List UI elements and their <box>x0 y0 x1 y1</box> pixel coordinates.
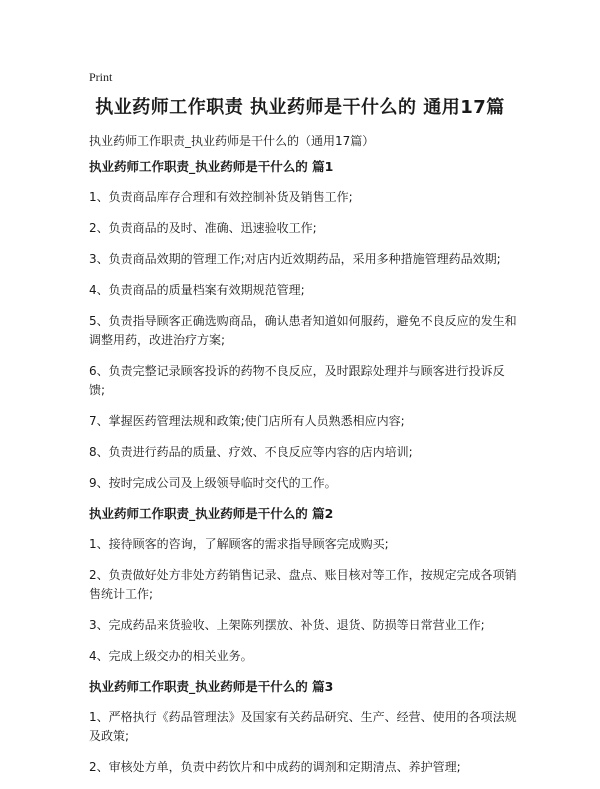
list-item: 2、负责商品的及时、准确、迅速验收工作; <box>89 221 317 235</box>
list-item: 2、审核处方单，负责中药饮片和中成药的调剂和定期清点、养护管理; <box>89 760 461 774</box>
list-item: 9、按时完成公司及上级领导临时交代的工作。 <box>89 476 337 490</box>
list-item: 1、接待顾客的咨询，了解顾客的需求指导顾客完成购买; <box>89 537 389 551</box>
print-label: Print <box>89 70 113 84</box>
list-item: 4、完成上级交办的相关业务。 <box>89 649 253 663</box>
section-heading: 执业药师工作职责_执业药师是干什么的 篇1 <box>89 159 334 174</box>
list-item: 1、负责商品库存合理和有效控制补货及销售工作; <box>89 190 353 204</box>
list-item: 7、掌握医药管理法规和政策;使门店所有人员熟悉相应内容; <box>89 414 405 428</box>
list-item: 5、负责指导顾客正确选购商品，确认患者知道如何服药，避免不良反应的发生和调整用药，改进治疗方案; <box>89 314 517 347</box>
list-item: 2、负责做好处方非处方药销售记录、盘点、账目核对等工作，按规定完成各项销售统计工作; <box>89 568 517 601</box>
document-body <box>89 158 519 789</box>
list-item: 3、负责商品效期的管理工作;对店内近效期药品，采用多种措施管理药品效期; <box>89 252 501 266</box>
document-title: 执业药师工作职责 执业药师是干什么的 通用17篇 <box>95 97 505 118</box>
list-item: 1、严格执行《药品管理法》及国家有关药品研究、生产、经营、使用的各项法规及政策; <box>89 710 517 743</box>
section-3 <box>89 678 519 777</box>
list-item: 3、完成药品来货验收、上架陈列摆放、补货、退货、防损等日常营业工作; <box>89 618 485 632</box>
document-subtitle: 执业药师工作职责_执业药师是干什么的（通用17篇） <box>89 134 375 148</box>
section-heading: 执业药师工作职责_执业药师是干什么的 篇3 <box>89 679 334 694</box>
section-1 <box>89 158 519 493</box>
list-item: 4、负责商品的质量档案有效期规范管理; <box>89 283 305 297</box>
section-heading: 执业药师工作职责_执业药师是干什么的 篇2 <box>89 506 334 521</box>
section-2 <box>89 505 519 666</box>
list-item: 6、负责完整记录顾客投诉的药物不良反应，及时跟踪处理并与顾客进行投诉反馈; <box>89 364 505 397</box>
list-item: 8、负责进行药品的质量、疗效、不良反应等内容的店内培训; <box>89 445 413 459</box>
